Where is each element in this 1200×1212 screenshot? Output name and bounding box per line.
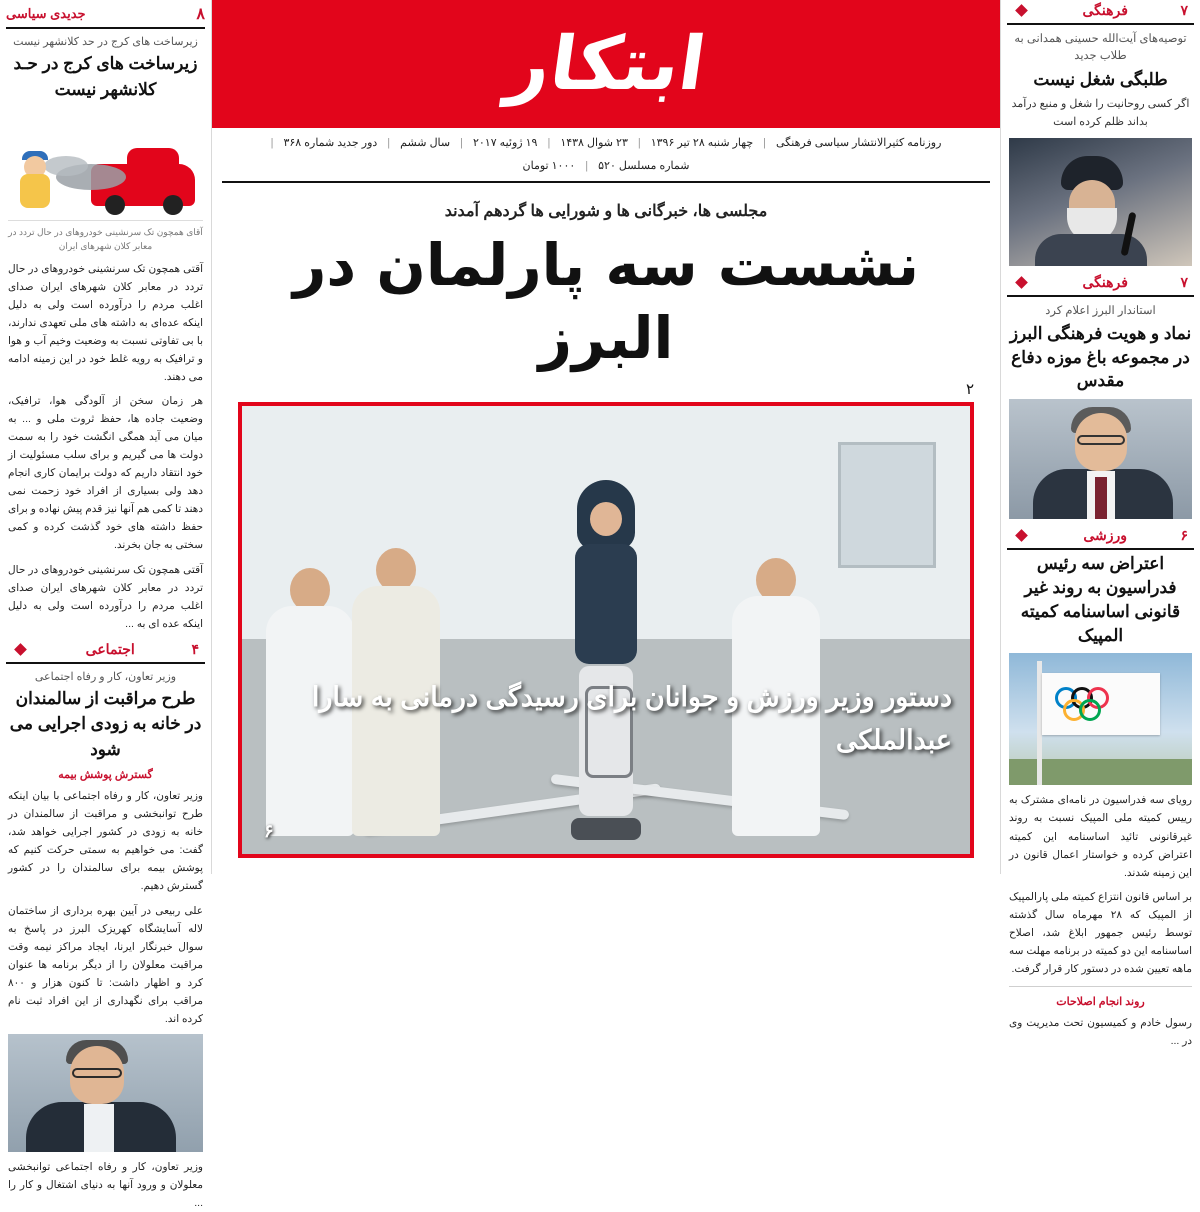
- left-section-label-1: فرهنگی: [1082, 2, 1128, 18]
- left-kicker-2: استاندار البرز اعلام کرد: [1045, 304, 1156, 317]
- left-sub-1: اگر کسی روحانیت را شغل و منبع درآمد بداند ظلم کرده است: [1011, 98, 1190, 129]
- main-photo: [238, 402, 974, 858]
- diamond-icon: [1015, 276, 1028, 289]
- governor-photo: [1009, 399, 1192, 519]
- left-section-header-sports: [1007, 525, 1194, 550]
- left-footer-text-3: رسول خادم و کمیسیون تحت مدیریت وی در ...: [1009, 1016, 1192, 1047]
- olympic-flag-photo: [1009, 653, 1192, 785]
- right-body-1-p1: آقتی همچون تک سرنشینی خودروهای در حال تردد در معابر کلان شهرهای ایران صدای اغلب مردم را درآورده است ولی به دلیل اینکه عده‌ای به داشته های ملی تعهدی ندارند، با بی تفاوتی نسبت به وضعیت وخیم آب و هوا و ترافیک به رویه غلط خود در این زمینه ادامه می دهند.: [8, 262, 203, 384]
- right-headline-2[interactable]: طرح مراقبت از سالمندان در خانه به زودی اجرایی می شود: [9, 688, 202, 759]
- meta-item-3: ۱۹ ژوئیه ۲۰۱۷: [472, 137, 538, 149]
- glasses-icon: [1077, 435, 1125, 445]
- diamond-icon: [14, 643, 27, 656]
- right-body-1-p2: هر زمان سخن از آلودگی هوا، ترافیک، وضعیت جاده ها، حفظ ثروت ملی و ... به میان می آید همگی انگشت خود را به سمت دولت ها می گیریم و برای سلب مسئولیت از خود انتقاد داریم که دولت برایمان کاری انجام دهد ولی بسیاری از افراد خود زحمت نمی دهند تا کمی هم آنها نیز قدم پیش نهاده و برای حفظ داشته های خود گذشت کرده و کمی سختی به جان بخرند.: [8, 395, 203, 552]
- patient-person: [551, 480, 661, 840]
- left-body-3: [1009, 791, 1192, 977]
- right-headline-1[interactable]: زیرساخت های کرج در حـد کلانشهر نیست: [13, 54, 198, 99]
- left-section-page-3: ۶: [1180, 527, 1188, 544]
- meta-item-7: ۱۰۰۰ تومان: [522, 160, 576, 172]
- main-photo-caption: دستور وزیر ورزش و جوانان برای رسیدگی درمانی به سارا عبدالملکی: [311, 681, 952, 755]
- face-shape: [590, 502, 622, 536]
- cleric-photo: [1009, 138, 1192, 266]
- meta-item-2: ۲۳ شوال ۱۴۳۸: [560, 137, 628, 149]
- shirt-shape: [84, 1104, 114, 1152]
- main-photo-page-number[interactable]: ۶: [264, 821, 274, 841]
- right-sub-2: گسترش پوشش بیمه: [58, 769, 153, 782]
- left-section-header-culture: [1007, 0, 1194, 25]
- right-kicker-1: زیرساخت های کرج در حد کلانشهر نیست: [13, 36, 198, 48]
- left-column: [1000, 0, 1200, 1047]
- divider: [1009, 986, 1192, 987]
- torso-shape: [575, 544, 637, 664]
- left-kicker-1: توصیه‌های آیت‌الله حسینی همدانی به طلاب جدید: [1014, 33, 1187, 63]
- shoes-shape: [571, 818, 641, 840]
- left-section-page-2: ۷: [1180, 273, 1188, 290]
- center-page-ref[interactable]: ۲: [965, 381, 974, 398]
- car-pollution-cartoon: [8, 108, 203, 221]
- left-section-page-1: ۷: [1180, 2, 1188, 18]
- meta-item-1: چهار شنبه ۲۸ تیر ۱۳۹۶: [650, 137, 754, 149]
- right-kicker-2: وزیر تعاون، کار و رفاه اجتماعی: [34, 670, 177, 683]
- right-body-2-p2: علی ربیعی در آیین بهره برداری از ساختمان لاله آسایشگاه کهریزک البرز در پاسخ به سوال خبرنگار ایرنا، ایجاد مراکز نیمه وقت مراقبت معلولان را از دیگر برنامه ها عنوان کرد و اظهار داشت: تا کنون هزار و ۸۰۰ مراقب برای نگهداری از این افراد ثبت نام کرده اند.: [8, 904, 203, 1025]
- right-section-label-2: اجتماعی: [85, 640, 135, 657]
- right-section-header-top: [6, 4, 205, 29]
- diamond-icon: [1015, 529, 1028, 542]
- newspaper-logo[interactable]: ابتکار: [501, 21, 711, 107]
- left-section-header-culture-2: [1007, 272, 1194, 297]
- meta-item-5: دور جدید شماره ۳۶۸: [283, 137, 378, 149]
- right-top-page: ۸: [196, 6, 205, 23]
- center-headline[interactable]: نشست سه پارلمان در البرز: [292, 231, 920, 372]
- right-body-2: [8, 787, 203, 1028]
- left-section-label-3: ورزشی: [1083, 527, 1128, 544]
- meta-item-0: روزنامه کثیرالانتشار سیاسی فرهنگی: [776, 137, 942, 149]
- wheel-shape: [163, 195, 183, 215]
- right-body-1: [8, 260, 203, 633]
- center-column: [212, 0, 1000, 874]
- center-kicker: مجلسی ها، خبرگانی ها و شورایی ها گردهم آمدند: [444, 203, 768, 220]
- right-column: [0, 0, 212, 1209]
- left-section-label-2: فرهنگی: [1082, 273, 1128, 290]
- wheel-shape: [105, 195, 125, 215]
- right-body-2-tail: وزیر تعاون، کار و رفاه اجتماعی توانبخشی معلولان و ورود آنها به دنیای اشتغال و کار را ...: [8, 1160, 203, 1209]
- right-section-page-2: ۴: [191, 640, 199, 657]
- meta-item-4: سال ششم: [400, 137, 451, 149]
- left-body-3-p1: رویای سه فدراسیون در نامه‌ای مشترک به رییس کمیته ملی المپیک نسبت به روند غیرقانونی تائید اساسنامه این کمیته اعتراض کرده و خواستار اعمال قانون در این زمینه شدند.: [1009, 794, 1192, 879]
- minister-photo: [8, 1034, 203, 1152]
- left-headline-2[interactable]: نماد و هویت فرهنگی البرز در مجموعه باغ موزه دفاع مقدس: [1009, 323, 1192, 391]
- meta-item-6: شماره مسلسل ۵۲۰: [598, 160, 690, 172]
- diamond-icon: [1015, 4, 1028, 17]
- right-section-header-social: [6, 639, 205, 664]
- masthead-meta-bar: روزنامه کثیرالانتشار سیاسی فرهنگی | چهار شنبه ۲۸ تیر ۱۳۹۶ | ۲۳ شوال ۱۴۳۸ | ۱۹ ژوئیه ۲۰۱۷ | سال ششم | دور جدید شماره ۳۶۸ | شماره مسلسل ۵۲۰ | ۱۰۰۰ تومان: [222, 128, 990, 183]
- right-top-label: جدیدی سیاسی: [6, 6, 86, 21]
- cartoon-caption: آقای همچون تک سرنشینی خودروهای در حال تردد در معابر کلان شهرهای ایران: [8, 227, 203, 252]
- left-headline-1[interactable]: طلبگی شغل نیست: [1033, 69, 1168, 89]
- glasses-icon: [72, 1068, 122, 1078]
- left-body-3-p2: بر اساس قانون انتزاع کمیته ملی پارالمپیک از المپیک که ۲۸ مهرماه سال گذشته توسط رئیس جمهور ابلاغ شد، اصلاح اساسنامه این دو کمیته در برنامه مهلت سه ماهه تعیین شده در دستور کار قرار گرفت.: [1009, 890, 1192, 975]
- masthead: [212, 0, 1000, 128]
- right-body-2-p1: وزیر تعاون، کار و رفاه اجتماعی با بیان اینکه طرح توانبخشی و مراقبت از سالمندان در خانه به زودی در کشور اجرایی خواهد شد، گفت: می خواهیم به سمتی حرکت کنیم که پوشش بیمه برای سالمندان را در کشور گسترش دهیم.: [8, 790, 203, 893]
- left-footer-title-3: روند انجام اصلاحات: [1056, 995, 1145, 1008]
- tie-shape: [1095, 477, 1107, 519]
- left-headline-3[interactable]: اعتراض سه رئیس فدراسیون به روند غیر قانونی اساسنامه کمیته المپیک: [1020, 554, 1181, 645]
- window-shape: [838, 442, 936, 568]
- right-body-1-p3: آقتی همچون تک سرنشینی خودروهای در حال تردد در معابر کلان شهرهای ایران صدای اغلب مردم را درآورده است ولی به دلیل اینکه عده ای به ...: [8, 563, 203, 630]
- child-body-shape: [20, 174, 50, 208]
- smoke-shape: [44, 156, 88, 176]
